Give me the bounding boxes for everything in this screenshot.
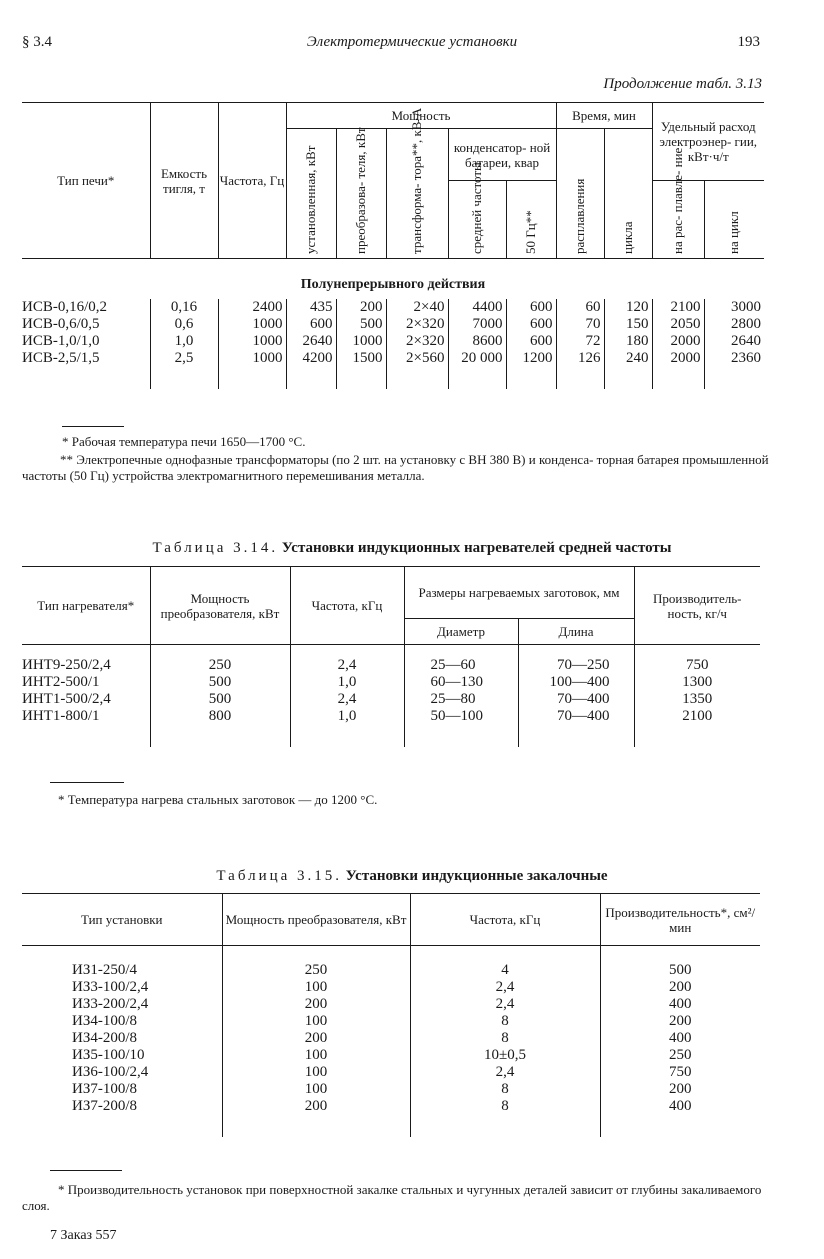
table-cell: 1,0 bbox=[290, 708, 404, 725]
table-cell: 2,4 bbox=[410, 1064, 600, 1081]
table-cell: 200 bbox=[669, 978, 692, 995]
col-mid-freq: средней частоты bbox=[469, 162, 484, 254]
col-frequency: Частота, Гц bbox=[218, 103, 286, 259]
table-cell: 1000 bbox=[218, 350, 286, 367]
table-cell: 2,4 bbox=[290, 691, 404, 708]
table-cell: 2,4 bbox=[410, 979, 600, 996]
table-cell: 150 bbox=[604, 316, 652, 333]
footnote-rule bbox=[62, 426, 124, 427]
table-cell: 70—400 bbox=[518, 691, 634, 708]
footnote-rule bbox=[50, 782, 124, 783]
table-cell: 2000 bbox=[652, 333, 704, 350]
table-row bbox=[22, 996, 760, 1013]
table-cell: 2100 bbox=[652, 299, 704, 316]
table-cell: 7000 bbox=[448, 316, 506, 333]
table-row bbox=[22, 316, 764, 333]
table-cell: 250 bbox=[222, 962, 410, 979]
table-row bbox=[22, 708, 760, 725]
col-installed: установленная, кВт bbox=[303, 145, 318, 254]
table-cell: ИЗ3-100/2,4 bbox=[22, 979, 222, 996]
table-cell: 70 bbox=[556, 316, 604, 333]
col-type: Тип установки bbox=[22, 894, 222, 946]
table-row bbox=[22, 350, 764, 367]
footnote-3-14: * Температура нагрева стальных заготовок — до 1200 °С. bbox=[58, 792, 378, 807]
table-cell: 600 bbox=[506, 333, 556, 350]
table-cell: 600 bbox=[506, 316, 556, 333]
table-row bbox=[22, 657, 760, 674]
table-cell: 1,0 bbox=[150, 333, 218, 350]
table-cell: 8 bbox=[410, 1098, 600, 1115]
table-cell: 70—250 bbox=[518, 657, 634, 674]
table-cell: 1000 bbox=[218, 333, 286, 350]
col-type: Тип печи* bbox=[22, 103, 150, 259]
table-row bbox=[22, 1098, 760, 1115]
table-cell: 100 bbox=[222, 1013, 410, 1030]
table-cell: 100 bbox=[222, 979, 410, 996]
table-row bbox=[22, 674, 760, 691]
table-cell: 1500 bbox=[336, 350, 386, 367]
table-cell: 8 bbox=[410, 1030, 600, 1047]
col-capacity: Емкость тигля, т bbox=[150, 103, 218, 259]
table-cell: 2100 bbox=[682, 707, 713, 724]
footnote-rule bbox=[50, 1170, 122, 1171]
table-row bbox=[22, 1047, 760, 1064]
table-cell: 2,4 bbox=[410, 996, 600, 1013]
table-cell: 100 bbox=[222, 1081, 410, 1098]
table-cell: 8 bbox=[410, 1081, 600, 1098]
table-cell: 1000 bbox=[218, 316, 286, 333]
table-cell: 2,5 bbox=[150, 350, 218, 367]
col-specific: Удельный расход электроэнер- гии, кВт·ч/т bbox=[652, 103, 764, 181]
table-cell: 50—100 bbox=[404, 708, 518, 725]
table-cell: 500 bbox=[150, 691, 290, 708]
table-cell: ИНТ2-500/1 bbox=[22, 674, 150, 691]
table-cell: 500 bbox=[150, 674, 290, 691]
table-3-14 bbox=[22, 566, 760, 747]
table-cell: 400 bbox=[669, 1097, 692, 1114]
col-transformer: трансформа- тора**, кВ·А bbox=[409, 107, 424, 254]
table-cell: 100 bbox=[222, 1047, 410, 1064]
table-cell: 2×560 bbox=[386, 350, 448, 367]
col-per-cycle: на цикл bbox=[726, 211, 742, 254]
col-melting: расплавления bbox=[572, 178, 587, 254]
table-3-14-caption bbox=[0, 540, 824, 557]
table-cell: 60—130 bbox=[404, 674, 518, 691]
table-cell: 0,16 bbox=[150, 299, 218, 316]
table-cell: 750 bbox=[669, 1063, 692, 1080]
table-cell: 240 bbox=[604, 350, 652, 367]
col-frequency: Частота, кГц bbox=[410, 894, 600, 946]
table-cell: 100 bbox=[222, 1064, 410, 1081]
table-title: Установки индукционные закалочные bbox=[345, 868, 608, 884]
table-cell: 200 bbox=[669, 1080, 692, 1097]
table-cell: ИНТ9-250/2,4 bbox=[22, 657, 150, 674]
col-50hz: 50 Гц** bbox=[523, 210, 538, 254]
table-cell: ИЗ3-200/2,4 bbox=[22, 996, 222, 1013]
continuation-label: Продолжение табл. 3.13 bbox=[603, 76, 762, 92]
col-power: Мощность преобразователя, кВт bbox=[222, 894, 410, 946]
table-label: Таблица 3.15. bbox=[216, 868, 343, 884]
table-cell: 200 bbox=[222, 1030, 410, 1047]
table-cell: 250 bbox=[669, 1046, 692, 1063]
table-cell: 120 bbox=[604, 299, 652, 316]
table-row bbox=[22, 299, 764, 316]
table-cell: 126 bbox=[556, 350, 604, 367]
table-cell: ИСВ-0,16/0,2 bbox=[22, 299, 150, 316]
table-cell: 200 bbox=[669, 1012, 692, 1029]
table-cell: 2,4 bbox=[290, 657, 404, 674]
table-cell: 400 bbox=[669, 995, 692, 1012]
table-cell: 600 bbox=[286, 316, 336, 333]
col-per-melt: на рас- плавле- ние bbox=[670, 147, 685, 254]
table-cell: 2800 bbox=[731, 315, 761, 332]
running-title: Электротермические установки bbox=[306, 34, 518, 50]
table-3-13 bbox=[22, 102, 764, 389]
footnote-2: ** Электропечные однофазные трансформаторы (по 2 шт. на установку с ВН 380 В) и конденса- торная батарея промышленной частоты (50 Гц) устройства электромагнитного перемешивания металла. bbox=[22, 452, 769, 483]
table-cell: 8600 bbox=[448, 333, 506, 350]
table-row bbox=[22, 962, 760, 979]
table-row bbox=[22, 979, 760, 996]
table-cell: ИЗ1-250/4 bbox=[22, 962, 222, 979]
table-cell: 4 bbox=[410, 962, 600, 979]
table-cell: 500 bbox=[336, 316, 386, 333]
col-converter: преобразова- теля, кВт bbox=[353, 127, 368, 254]
col-productivity: Производитель- ность, кг/ч bbox=[653, 590, 742, 621]
table-cell: ИЗ7-100/8 bbox=[22, 1081, 222, 1098]
table-cell: 60 bbox=[556, 299, 604, 316]
col-diameter: Диаметр bbox=[404, 619, 518, 645]
table-cell: 20 000 bbox=[448, 350, 506, 367]
section-heading: Полунепрерывного действия bbox=[300, 276, 486, 292]
table-cell: 25—80 bbox=[404, 691, 518, 708]
table-cell: ИЗ6-100/2,4 bbox=[22, 1064, 222, 1081]
table-cell: ИНТ1-800/1 bbox=[22, 708, 150, 725]
footnote-3-15: * Производительность установок при поверхностной закалке стальных и чугунных деталей зависит от глубины закаливаемого слоя. bbox=[22, 1182, 762, 1213]
table-cell: ИНТ1-500/2,4 bbox=[22, 691, 150, 708]
footnote-1: * Рабочая температура печи 1650—1700 °С. bbox=[62, 434, 306, 449]
table-cell: 2640 bbox=[286, 333, 336, 350]
table-cell: 2360 bbox=[731, 349, 761, 366]
table-cell: 750 bbox=[686, 656, 709, 673]
table-cell: 1300 bbox=[682, 673, 713, 690]
table-cell: 800 bbox=[150, 708, 290, 725]
table-cell: 600 bbox=[506, 299, 556, 316]
table-row bbox=[22, 691, 760, 708]
table-cell: ИСВ-2,5/1,5 bbox=[22, 350, 150, 367]
page-number: 193 bbox=[737, 34, 760, 50]
table-cell: 2640 bbox=[731, 332, 761, 349]
table-cell: 1350 bbox=[682, 690, 713, 707]
table-row bbox=[22, 1013, 760, 1030]
table-cell: 250 bbox=[150, 657, 290, 674]
table-row bbox=[22, 333, 764, 350]
col-frequency: Частота, кГц bbox=[290, 567, 404, 645]
col-sizes: Размеры нагреваемых заготовок, мм bbox=[404, 567, 634, 619]
table-cell: 100—400 bbox=[518, 674, 634, 691]
table-cell: 72 bbox=[556, 333, 604, 350]
col-power: Мощность bbox=[286, 103, 556, 129]
table-cell: 500 bbox=[669, 961, 692, 978]
table-cell: 70—400 bbox=[518, 708, 634, 725]
table-cell: 2×320 bbox=[386, 333, 448, 350]
table-cell: 10±0,5 bbox=[410, 1047, 600, 1064]
table-cell: 0,6 bbox=[150, 316, 218, 333]
table-row bbox=[22, 1030, 760, 1047]
table-cell: ИЗ5-100/10 bbox=[22, 1047, 222, 1064]
table-cell: 200 bbox=[222, 1098, 410, 1115]
table-cell: ИЗ4-200/8 bbox=[22, 1030, 222, 1047]
table-cell: ИЗ7-200/8 bbox=[22, 1098, 222, 1115]
table-cell: 180 bbox=[604, 333, 652, 350]
table-cell: ИСВ-1,0/1,0 bbox=[22, 333, 150, 350]
table-cell: 2×320 bbox=[386, 316, 448, 333]
col-length: Длина bbox=[518, 619, 634, 645]
table-cell: 2050 bbox=[652, 316, 704, 333]
print-order: 7 Заказ 557 bbox=[50, 1228, 117, 1243]
section-number: § 3.4 bbox=[22, 34, 52, 50]
table-cell: 8 bbox=[410, 1013, 600, 1030]
table-cell: 2400 bbox=[218, 299, 286, 316]
table-cell: 2000 bbox=[652, 350, 704, 367]
col-productivity: Производительность*, см²/мин bbox=[605, 904, 756, 935]
table-cell: 435 bbox=[286, 299, 336, 316]
col-type: Тип нагревателя* bbox=[22, 567, 150, 645]
table-cell: ИСВ-0,6/0,5 bbox=[22, 316, 150, 333]
col-capacitor: конденсатор- ной батареи, квар bbox=[448, 129, 556, 181]
table-cell: 25—60 bbox=[404, 657, 518, 674]
table-cell: 400 bbox=[669, 1029, 692, 1046]
table-3-15-caption bbox=[0, 868, 824, 885]
table-cell: 200 bbox=[336, 299, 386, 316]
table-row bbox=[22, 1064, 760, 1081]
table-cell: 1,0 bbox=[290, 674, 404, 691]
table-row bbox=[22, 1081, 760, 1098]
col-power: Мощность преобразователя, кВт bbox=[150, 567, 290, 645]
table-cell: 2×40 bbox=[386, 299, 448, 316]
table-cell: ИЗ4-100/8 bbox=[22, 1013, 222, 1030]
table-cell: 3000 bbox=[731, 298, 761, 315]
table-cell: 200 bbox=[222, 996, 410, 1013]
table-cell: 4200 bbox=[286, 350, 336, 367]
table-cell: 4400 bbox=[448, 299, 506, 316]
table-cell: 1200 bbox=[506, 350, 556, 367]
col-cycle: цикла bbox=[620, 221, 635, 254]
table-cell: 1000 bbox=[336, 333, 386, 350]
col-time: Время, мин bbox=[556, 103, 652, 129]
table-label: Таблица 3.14. bbox=[152, 540, 279, 556]
table-title: Установки индукционных нагревателей средней частоты bbox=[281, 540, 672, 556]
table-3-15 bbox=[22, 893, 760, 1137]
